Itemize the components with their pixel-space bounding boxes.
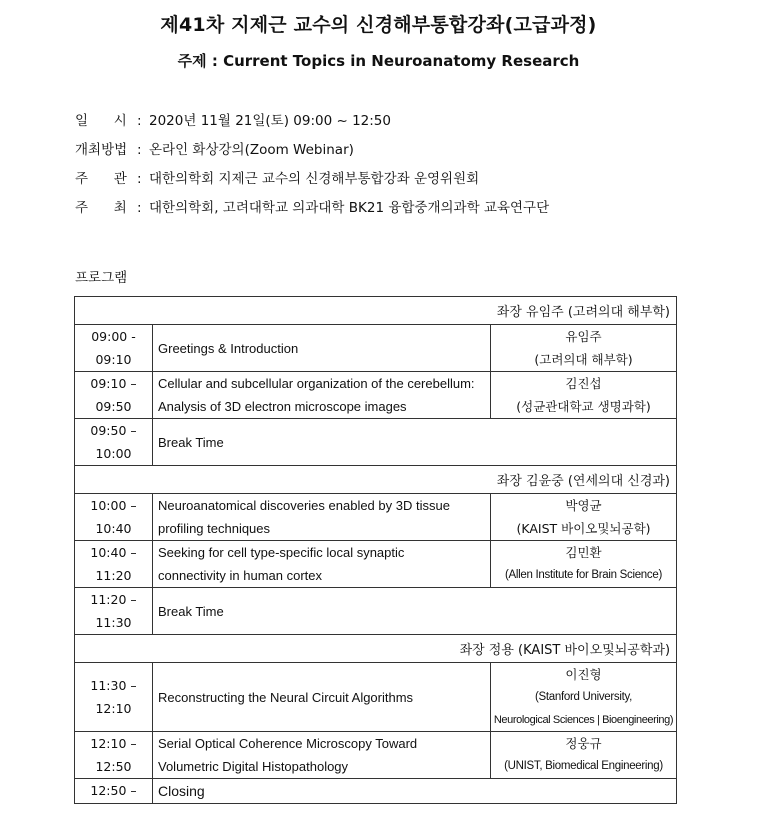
speaker-affiliation: (KAIST 바이오및뇌공학) (516, 521, 651, 536)
speaker-cell (491, 372, 677, 419)
info-row-host: 주 최 : 대한의학회, 고려대학교 의과대학 BK21 융합중개의과학 교육연구단 (75, 194, 549, 223)
table-row (75, 732, 677, 779)
time-cell: 09:00 - 09:10 (75, 325, 153, 372)
time-cell: 09:10 – 09:50 (75, 372, 153, 419)
program-table (74, 296, 677, 804)
info-value: 온라인 화상강의(Zoom Webinar) (149, 142, 354, 158)
speaker-name: 이진형 (565, 667, 602, 682)
page-title: 제41차 지제근 교수의 신경해부통합강좌(고급과정) (160, 14, 597, 36)
topic-cell: Reconstructing the Neural Circuit Algorithms (153, 663, 491, 732)
info-label: 개최방법 (75, 142, 128, 158)
program-heading: 프로그램 (75, 270, 128, 286)
info-row-organizer: 주 관 : 대한의학회 지제근 교수의 신경해부통합강좌 운영위원회 (75, 165, 549, 194)
table-row (75, 419, 677, 466)
table-row (75, 494, 677, 541)
session-chair: 좌장 정용 (KAIST 바이오및뇌공학과) (75, 635, 677, 663)
table-row (75, 541, 677, 588)
table-row (75, 325, 677, 372)
topic-cell: Cellular and subcellular organization of the cerebellum: Analysis of 3D electron microscope images (153, 372, 491, 419)
info-label: 일 시 (75, 113, 127, 129)
speaker-name: 박영균 (565, 498, 602, 513)
speaker-cell (491, 494, 677, 541)
topic-cell: Break Time (153, 588, 677, 635)
time-cell: 09:50 – 10:00 (75, 419, 153, 466)
info-value: 2020년 11월 21일(토) 09:00 ~ 12:50 (149, 113, 391, 129)
closing-row (75, 779, 677, 804)
time-cell: 11:30 – 12:10 (75, 663, 153, 732)
speaker-affiliation: (UNIST, Biomedical Engineering) (504, 760, 663, 772)
page-subtitle: 주제 : Current Topics in Neuroanatomy Research (177, 52, 580, 70)
session-chair-row (75, 297, 677, 325)
speaker-name: 김진섭 (565, 376, 602, 391)
info-label: 주 관 (75, 171, 127, 187)
speaker-name: 정웅규 (565, 736, 602, 751)
topic-cell: Greetings & Introduction (153, 325, 491, 372)
speaker-affiliation: (고려의대 해부학) (534, 352, 633, 367)
speaker-cell (491, 663, 677, 732)
info-value: 대한의학회, 고려대학교 의과대학 BK21 융합중개의과학 교육연구단 (149, 200, 550, 216)
table-row (75, 372, 677, 419)
event-info (75, 107, 549, 223)
session-chair: 좌장 김윤중 (연세의대 신경과) (75, 466, 677, 494)
topic-cell: Seeking for cell type-specific local synaptic connectivity in human cortex (153, 541, 491, 588)
info-row-date: 일 시 : 2020년 11월 21일(토) 09:00 ~ 12:50 (75, 107, 549, 136)
time-cell: 12:10 – 12:50 (75, 732, 153, 779)
speaker-cell (491, 541, 677, 588)
speaker-affiliation: (Allen Institute for Brain Science) (505, 569, 662, 581)
topic-cell: Neuroanatomical discoveries enabled by 3D tissue profiling techniques (153, 494, 491, 541)
info-value: 대한의학회 지제근 교수의 신경해부통합강좌 운영위원회 (149, 171, 480, 187)
session-chair: 좌장 유임주 (고려의대 해부학) (75, 297, 677, 325)
session-chair-row (75, 466, 677, 494)
topic-cell: Serial Optical Coherence Microscopy Toward Volumetric Digital Histopathology (153, 732, 491, 779)
time-cell: 11:20 – 11:30 (75, 588, 153, 635)
topic-cell: Break Time (153, 419, 677, 466)
speaker-name: 유임주 (565, 329, 602, 344)
closing-label: Closing (153, 779, 677, 804)
speaker-cell (491, 732, 677, 779)
speaker-name: 김민환 (565, 545, 602, 560)
time-cell: 12:50 – (75, 779, 153, 804)
info-label: 주 최 (75, 200, 127, 216)
table-row (75, 588, 677, 635)
speaker-affiliation: (성균관대학교 생명과학) (516, 399, 651, 414)
session-chair-row (75, 635, 677, 663)
speaker-cell (491, 325, 677, 372)
table-row (75, 663, 677, 732)
info-row-method: 개최방법 : 온라인 화상강의(Zoom Webinar) (75, 136, 549, 165)
speaker-affiliation: (Stanford University, (534, 691, 633, 703)
time-cell: 10:00 – 10:40 (75, 494, 153, 541)
time-cell: 10:40 – 11:20 (75, 541, 153, 588)
speaker-affiliation: Neurological Sciences | Bioengineering) (493, 714, 674, 726)
